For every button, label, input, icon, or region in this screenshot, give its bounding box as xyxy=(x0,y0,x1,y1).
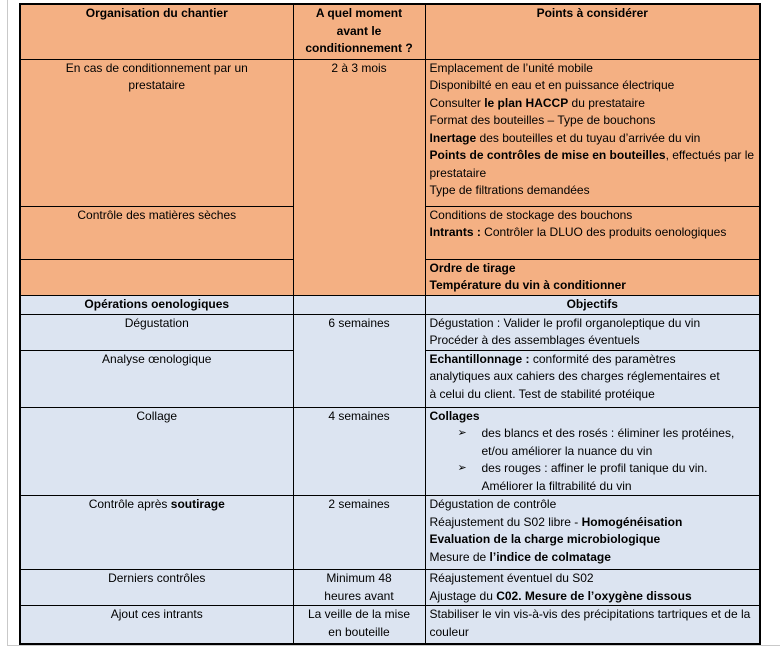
text-line xyxy=(298,408,421,426)
cell-delai-6-semaines xyxy=(293,314,425,407)
table-row-prestataire xyxy=(20,59,760,206)
text-line xyxy=(298,315,421,333)
cell-header-moment xyxy=(293,4,425,59)
table-row-soutirage xyxy=(20,496,760,570)
text-segment: Ajout ces intrants xyxy=(110,607,203,621)
cell-tirage-points xyxy=(425,259,760,295)
text-segment: Collage xyxy=(136,408,178,423)
text-segment: Contrôle des matières sèches xyxy=(77,207,237,222)
text-segment-bold: Inertage xyxy=(429,130,477,145)
text-line xyxy=(25,5,289,23)
text-segment: Dégustation de contrôle xyxy=(429,497,557,511)
text-segment: du prestataire xyxy=(568,95,645,110)
text-line xyxy=(25,351,289,369)
table-row-collage xyxy=(20,407,760,496)
text-line xyxy=(430,112,756,130)
text-segment: Derniers contrôles xyxy=(108,571,206,585)
text-line xyxy=(430,77,756,95)
text-segment-bold: A quel moment xyxy=(315,6,403,20)
text-segment: des blancs et des rosés : éliminer les protéines, et/ou améliorer la nuance du vin xyxy=(481,426,735,458)
cell-header-organisation xyxy=(20,4,293,59)
text-line xyxy=(298,60,421,78)
cell-matieres-seches-points xyxy=(425,206,760,259)
cell-derniers-controles-label xyxy=(20,570,293,606)
text-segment-bold: l’indice de colmatage xyxy=(489,549,611,564)
cell-objectifs-label xyxy=(425,295,760,314)
text-segment-bold: Ordre de tirage xyxy=(429,260,516,275)
text-line xyxy=(298,606,421,624)
table-row-header xyxy=(20,4,760,59)
text-segment: Emplacement de l’unité mobile xyxy=(429,60,593,75)
table-row-degustation xyxy=(20,314,760,350)
text-line xyxy=(430,368,756,386)
cell-delai-minimum-48h xyxy=(293,570,425,606)
text-line xyxy=(298,588,421,606)
text-segment: 2 à 3 mois xyxy=(331,60,387,75)
text-segment: Minimum 48 xyxy=(326,571,392,585)
text-segment: Consulter xyxy=(429,95,485,110)
text-line xyxy=(430,182,756,200)
text-segment-bold: Homogénéisation xyxy=(581,514,683,529)
table-row-operations xyxy=(20,295,760,314)
text-segment: En cas de conditionnement par un xyxy=(65,60,248,75)
text-segment: Disponibilté en eau et en puissance électrique xyxy=(429,78,675,92)
text-segment: Type de filtrations demandées xyxy=(429,183,590,197)
text-line xyxy=(430,531,756,549)
cell-soutirage-label xyxy=(20,496,293,570)
text-line xyxy=(25,570,289,588)
text-segment: La veille de la mise xyxy=(307,607,411,621)
cell-operations-moment-empty xyxy=(293,295,425,314)
text-segment: Dégustation xyxy=(124,315,189,330)
text-line xyxy=(430,5,756,23)
text-line xyxy=(430,224,756,242)
text-line xyxy=(430,496,756,514)
text-line xyxy=(430,315,756,333)
text-segment-bold: Collages xyxy=(429,408,480,423)
cell-tirage-label-empty xyxy=(20,259,293,295)
text-line xyxy=(430,549,756,567)
text-segment-bold: Température du vin à conditionner xyxy=(429,278,626,292)
arrow-bullet-icon: ➢ xyxy=(457,462,467,474)
bullet-line xyxy=(430,425,756,460)
text-line xyxy=(25,408,289,426)
text-line xyxy=(430,408,756,426)
text-segment-bold: C02. Mesure de l’oxygène dissous xyxy=(496,588,692,603)
text-segment-bold: soutirage xyxy=(170,497,225,511)
text-segment: Dégustation : Valider le profil organoleptique du vin xyxy=(429,315,701,330)
text-line xyxy=(430,277,756,295)
text-segment: Réajustement éventuel du S02 xyxy=(429,571,594,585)
cell-matieres-seches-label xyxy=(20,206,293,259)
text-line xyxy=(25,207,289,225)
text-segment-bold: Organisation du chantier xyxy=(85,6,228,20)
text-line xyxy=(430,570,756,588)
text-segment: Format des bouteilles – Type de bouchons xyxy=(429,113,656,127)
text-line xyxy=(430,147,756,182)
cell-delai-2-3-mois xyxy=(293,59,425,295)
text-segment-bold: Opérations oenologiques xyxy=(84,296,230,311)
text-line xyxy=(298,624,421,642)
text-segment-bold: Evaluation de la charge microbiologique xyxy=(429,532,661,546)
cell-degustation-label xyxy=(20,314,293,350)
text-segment: Ajustage du xyxy=(429,588,497,603)
text-line xyxy=(430,260,756,278)
text-segment: Réajustement du S02 libre - xyxy=(429,514,582,529)
cell-prestataire-points xyxy=(425,59,760,206)
text-line xyxy=(25,315,289,333)
cell-collage-label xyxy=(20,407,293,496)
cell-intrants-label xyxy=(20,606,293,644)
text-segment: 2 semaines xyxy=(328,497,390,511)
text-segment: Analyse œnologique xyxy=(102,351,212,366)
text-line xyxy=(298,496,421,514)
text-segment: Contrôle après xyxy=(88,497,171,511)
text-segment-bold: avant le xyxy=(336,23,382,38)
text-segment: Mesure de xyxy=(429,549,490,564)
page-edge-left xyxy=(7,0,8,646)
cell-derniers-controles-objectifs xyxy=(425,570,760,606)
text-segment: prestataire xyxy=(128,78,186,92)
text-line xyxy=(298,40,421,58)
text-line xyxy=(25,60,289,78)
bullet-line xyxy=(430,460,756,495)
text-line xyxy=(298,570,421,588)
text-line xyxy=(298,5,421,23)
text-segment: des bouteilles et du tuyau d’arrivée du vin xyxy=(476,130,701,145)
text-line xyxy=(25,496,289,514)
cell-collage-objectifs xyxy=(425,407,760,496)
text-line xyxy=(25,296,289,314)
text-segment: des rouges : affiner le profil tanique du vin. Améliorer la filtrabilité du vin xyxy=(481,461,708,493)
cell-operations-label xyxy=(20,295,293,314)
text-line xyxy=(430,332,756,350)
cell-header-points xyxy=(425,4,760,59)
cell-delai-2-semaines xyxy=(293,496,425,570)
text-segment-bold: conditionnement ? xyxy=(305,41,413,55)
text-line xyxy=(430,60,756,78)
text-segment: 6 semaines xyxy=(328,315,390,330)
text-segment: Contrôler la DLUO des produits oenologiques xyxy=(480,225,727,239)
text-line xyxy=(298,23,421,41)
text-segment: 4 semaines xyxy=(328,408,390,423)
text-segment-bold: le plan HACCP xyxy=(484,95,569,110)
text-segment-bold: Points de contrôles de mise en bouteilles xyxy=(429,148,666,162)
text-segment-bold: Objectifs xyxy=(566,296,618,311)
text-line xyxy=(430,386,756,404)
text-line xyxy=(430,296,756,314)
text-line xyxy=(430,514,756,532)
cell-soutirage-objectifs xyxy=(425,496,760,570)
text-segment: Conditions de stockage des bouchons xyxy=(429,207,633,222)
cell-analyse-objectifs xyxy=(425,350,760,407)
text-line xyxy=(430,351,756,369)
cell-degustation-objectifs xyxy=(425,314,760,350)
cell-delai-4-semaines xyxy=(293,407,425,496)
text-segment: heures avant xyxy=(324,588,394,603)
text-segment-bold: Intrants : xyxy=(429,225,481,239)
text-segment-bold: Points à considérer xyxy=(536,6,648,20)
text-segment: à celui du client. Test de stabilité protéique xyxy=(429,386,655,401)
page-edge-bottom xyxy=(7,645,780,646)
planning-table xyxy=(19,3,761,645)
cell-analyse-label xyxy=(20,350,293,407)
text-segment: , effectués par le prestataire xyxy=(429,148,755,180)
arrow-bullet-icon: ➢ xyxy=(457,427,467,439)
cell-intrants-objectifs xyxy=(425,606,760,644)
text-line xyxy=(430,130,756,148)
text-segment: Procéder à des assemblages éventuels xyxy=(429,333,640,347)
text-segment: en bouteille xyxy=(328,624,390,639)
text-line xyxy=(430,588,756,606)
text-line xyxy=(430,207,756,225)
text-segment: analytiques aux cahiers des charges réglementaires et xyxy=(429,369,720,383)
text-segment-bold: Echantillonnage : xyxy=(429,351,530,366)
table-row-intrants xyxy=(20,606,760,644)
planning-table-body xyxy=(20,4,760,644)
cell-delai-veille xyxy=(293,606,425,644)
text-line xyxy=(430,95,756,113)
text-line xyxy=(25,606,289,624)
text-line xyxy=(25,77,289,95)
text-segment: Stabiliser le vin vis-à-vis des précipitations tartriques et de la couleur xyxy=(429,607,751,639)
table-row-derniers-controles xyxy=(20,570,760,606)
text-segment: conformité des paramètres xyxy=(529,351,676,366)
text-line xyxy=(430,606,756,641)
cell-prestataire-label xyxy=(20,59,293,206)
